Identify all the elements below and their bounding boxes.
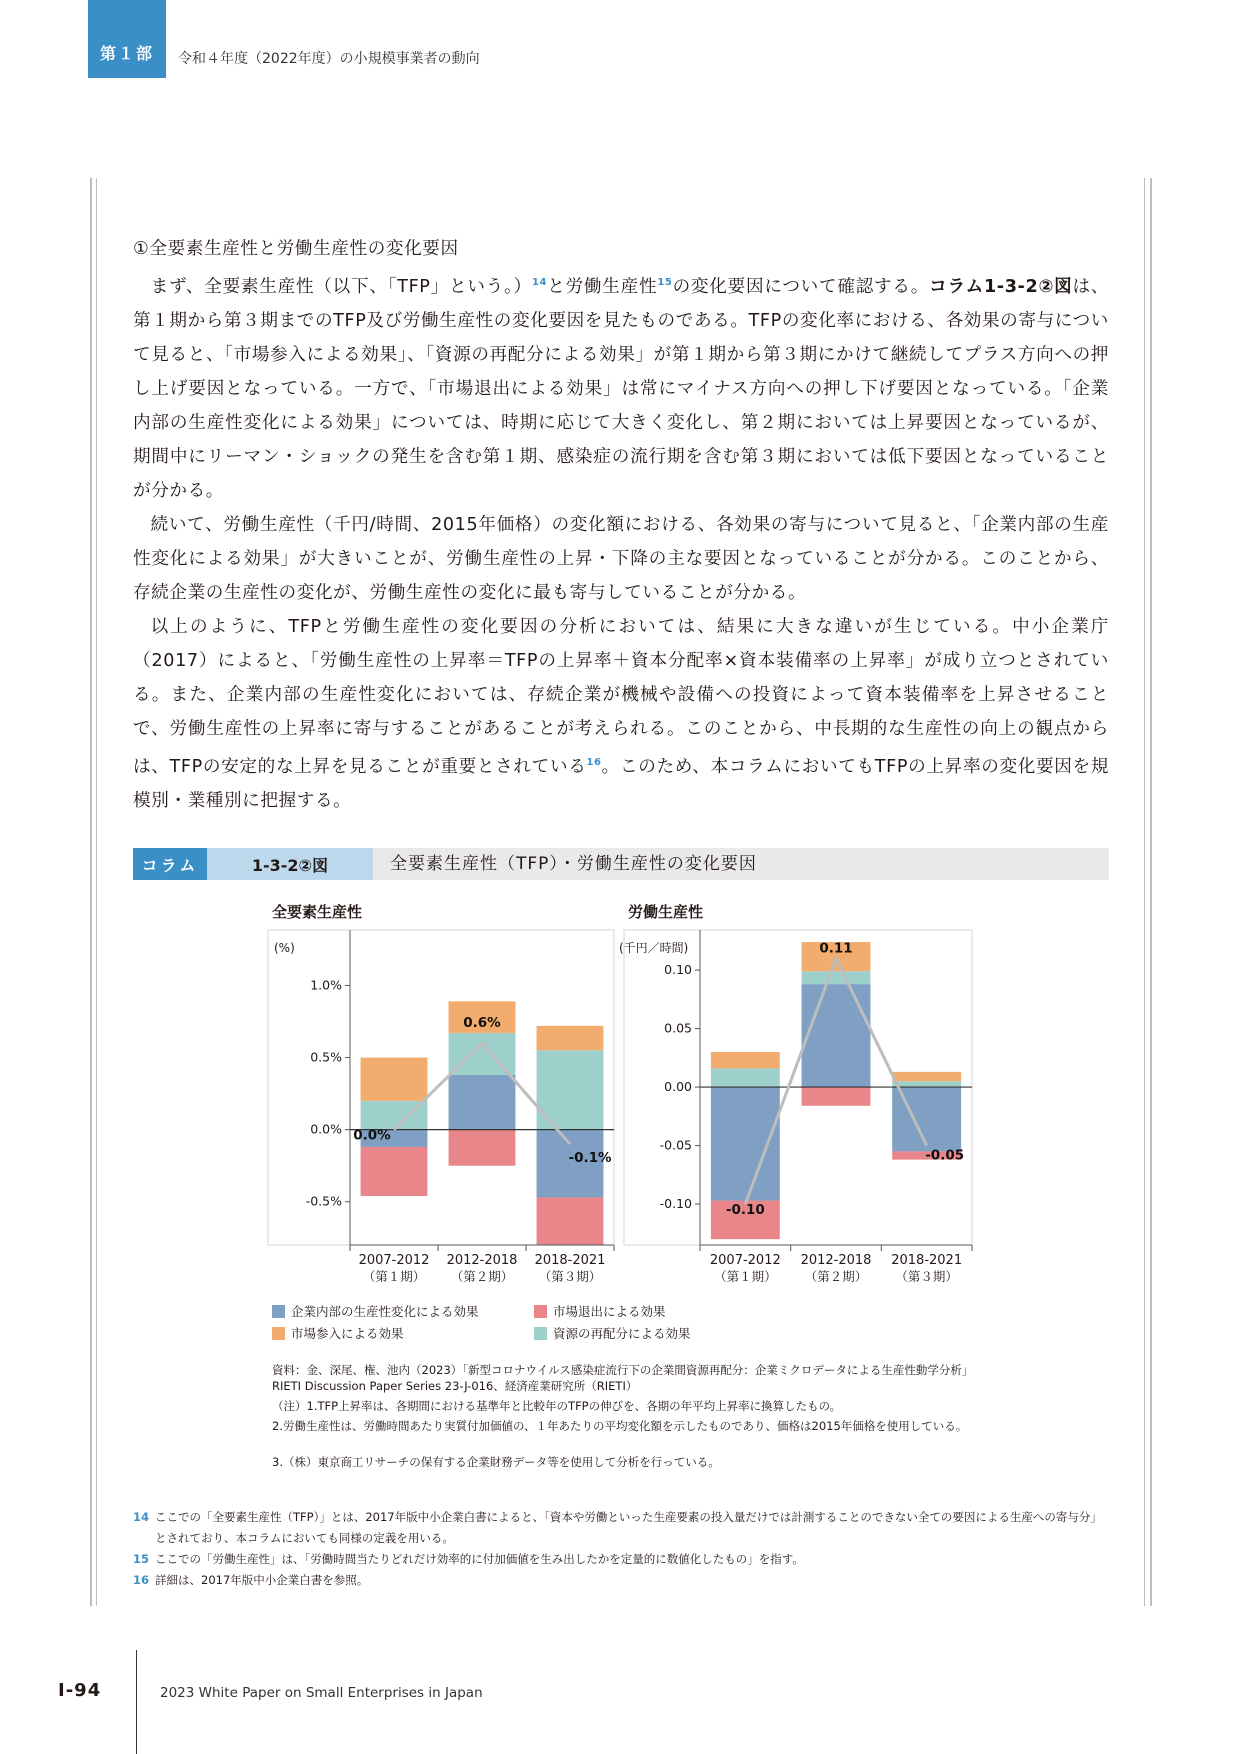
- chart-1-bar-entry-3: [537, 1026, 604, 1051]
- body-text: [133, 232, 1109, 818]
- chart-1-x-sublabel: （第３期）: [538, 1269, 602, 1284]
- chart-1-unit-label: (%): [274, 941, 295, 955]
- chart-1-title: 全要素生産性: [272, 903, 363, 921]
- legend-swatch: [272, 1327, 285, 1340]
- chart-2-bar-entry-3: [892, 1072, 961, 1081]
- legend-swatch: [534, 1305, 547, 1318]
- legend-item-exit: [534, 1302, 666, 1320]
- figure-tag: コラム: [133, 848, 207, 880]
- footnote-number: 14: [133, 1510, 150, 1524]
- chart-1-x-label: 2012-2018: [446, 1253, 518, 1268]
- chart-1-bar-entry-1: [361, 1058, 428, 1101]
- footnote-16: [133, 1570, 1109, 1591]
- chart-1-bar-exit-3: [537, 1197, 604, 1245]
- paragraph-2: 続いて、労働生産性（千円/時間、2015年価格）の変化額における、各効果の寄与について見ると、「企業内部の生産性変化による効果」が大きいことが、労働生産性の上昇・下降の主な要因となっていることが分かる。このことから、存続企業の生産性の変化が、労働生産性の変化に最も寄与していることが分かる。: [133, 514, 1110, 603]
- section-heading: ①全要素生産性と労働生産性の変化要因: [133, 239, 459, 259]
- note-2: 2.労働生産性は、労働時間あたり実質付加価値の、１年あたりの平均変化額を示したものであり、価格は2015年価格を使用している。: [272, 1419, 968, 1433]
- figure-charts: [0, 880, 1241, 1350]
- footnote-text: ここでの「全要素生産性（TFP）」とは、2017年版中小企業白書によると、「資本や労働といった生産要素の投入量だけでは計測することのできない全ての要因による生産への寄与分」とされており、本コラムにおいても同様の定義を用いる。: [155, 1510, 1102, 1545]
- chart-2-y-tick-label: 0.05: [664, 1020, 692, 1036]
- chart-2-bar-realloc-3: [892, 1081, 961, 1087]
- chart-2-bar-entry-1: [711, 1052, 780, 1068]
- footnote-14: [133, 1507, 1109, 1549]
- chart-1-x-sublabel: （第１期）: [362, 1269, 426, 1284]
- chart-1-total-label: -0.1%: [568, 1150, 612, 1167]
- p3-text-b: 。このため、本コラムにおいてもTFPの上昇率の変化要因を規模別・業種別に把握する。: [133, 756, 1109, 811]
- chart-1-y-tick-label: 0.0%: [310, 1121, 342, 1137]
- running-header-title: 令和４年度（2022年度）の小規模事業者の動向: [178, 51, 480, 67]
- chart-1-x-label: 2018-2021: [534, 1253, 606, 1268]
- chart-1-bar-internal-2: [449, 1075, 516, 1130]
- chart-2-bar-exit-2: [802, 1087, 871, 1106]
- legend-swatch: [272, 1305, 285, 1318]
- chart-2-title: 労働生産性: [628, 903, 704, 921]
- footnote-text: ここでの「労働生産性」は、「労働時間当たりどれだけ効率的に付加価値を生み出したかを定量的に数値化したもの」を指す。: [155, 1552, 804, 1566]
- legend-item-internal: [272, 1302, 479, 1320]
- legend-swatch: [534, 1327, 547, 1340]
- p1-text-d: は、第１期から第３期までのTFP及び労働生産性の変化要因を見たものである。TFPの変化率における、各効果の寄与について見ると、「市場参入による効果」、「資源の再配分による効果」が第１期から第３期にかけて継続してプラス方向への押し上げ要因となっている。一方で、「市場退出による効果」は常にマイナス方向への押し下げ要因となっている。「企業内部の生産性変化による効果」については、時期に応じて大きく変化し、第２期においては上昇要因となっているが、期間中にリーマン・ショックの発生を含む第１期、感染症の流行期を含む第３期においては低下要因となっていることが分かる。: [133, 276, 1109, 501]
- note-1: （注）1.TFP上昇率は、各期間における基準年と比較年のTFPの伸びを、各期の年平均上昇率に換算したもの。: [272, 1399, 842, 1413]
- chart-2-bar-internal-2: [802, 984, 871, 1087]
- chart-2-bar-realloc-1: [711, 1068, 780, 1087]
- chart-2-x-label: 2007-2012: [709, 1253, 781, 1268]
- legend-label: 市場退出による効果: [553, 1304, 666, 1319]
- chart-2-total-label: -0.05: [925, 1147, 965, 1164]
- chart-2-x-sublabel: （第２期）: [804, 1269, 868, 1284]
- chart-1-y-tick-label: 1.0%: [310, 977, 342, 993]
- footer-rule: [136, 1650, 137, 1754]
- part-badge: 第１部: [88, 0, 166, 78]
- legend-item-realloc: [534, 1324, 691, 1342]
- chart-1-bar-exit-2: [449, 1130, 516, 1166]
- footnote-15: [133, 1549, 1109, 1570]
- publication-title: 2023 White Paper on Small Enterprises in Japan: [160, 1685, 483, 1701]
- paragraph-1: [133, 266, 1109, 508]
- chart-2-x-sublabel: （第３期）: [895, 1269, 958, 1284]
- chart-1-x-label: 2007-2012: [358, 1253, 430, 1268]
- chart-2-y-tick-label: 0.00: [664, 1079, 692, 1095]
- chart-1-y-tick-label: 0.5%: [310, 1049, 342, 1065]
- footnote-ref-16[interactable]: 16: [586, 756, 602, 768]
- chart-2-bar-realloc-2: [802, 971, 871, 984]
- p1-text-a: まず、全要素生産性（以下、「TFP」という。）: [150, 276, 532, 297]
- p3-text-a: 以上のように、TFPと労働生産性の変化要因の分析においては、結果に大きな違いが生じている。中小企業庁（2017）によると、「労働生産性の上昇率＝TFPの上昇率＋資本分配率×資本装備率の上昇率」が成り立つとされている。また、企業内部の生産性変化においては、存続企業が機械や設備への投資によって資本装備率を上昇させることで、労働生産性の上昇率に寄与することがあることが考えられる。このことから、中長期的な生産性の向上の観点からは、TFPの安定的な上昇を見ることが重要とされている: [133, 616, 1109, 777]
- footnote-text: 詳細は、2017年版中小企業白書を参照。: [155, 1573, 369, 1587]
- chart-2-x-label: 2018-2021: [891, 1253, 963, 1268]
- footnote-ref-14[interactable]: 14: [531, 277, 548, 288]
- chart-2-x-label: 2012-2018: [800, 1253, 872, 1268]
- page-number: Ⅰ-94: [58, 1680, 102, 1701]
- footnote-ref-15[interactable]: 15: [657, 277, 673, 288]
- chart-2-unit-label: (千円／時間): [619, 941, 689, 955]
- chart-2-y-tick-label: 0.10: [664, 962, 692, 978]
- figure-title: 全要素生産性（TFP）・労働生産性の変化要因: [390, 854, 757, 874]
- chart-2-total-label: 0.11: [819, 940, 853, 957]
- chart-2-x-sublabel: （第１期）: [714, 1269, 777, 1284]
- footnote-number: 16: [133, 1573, 150, 1587]
- chart-1-x-sublabel: （第２期）: [450, 1269, 514, 1284]
- chart-1-bar-exit-1: [361, 1147, 428, 1196]
- chart-1-total-label: 0.6%: [463, 1015, 501, 1032]
- chart-2-y-tick-label: -0.10: [659, 1196, 692, 1212]
- note-3: 3.（株）東京商工リサーチの保有する企業財務データ等を使用して分析を行っている。: [272, 1455, 720, 1469]
- chart-1-total-label: 0.0%: [353, 1127, 391, 1144]
- figure-reference: コラム1-3-2②図: [929, 276, 1073, 297]
- chart-2-y-tick-label: -0.05: [659, 1137, 692, 1153]
- chart-2-total-label: -0.10: [725, 1202, 765, 1219]
- paragraph-3: [133, 610, 1109, 818]
- footnotes: [133, 1507, 1109, 1591]
- legend-label: 企業内部の生産性変化による効果: [291, 1304, 479, 1319]
- legend-label: 市場参入による効果: [291, 1326, 404, 1341]
- source-text: 資料：金、深尾、権、池内（2023）「新型コロナウイルス感染症流行下の企業間資源再配分：企業ミクロデータによる生産性動学分析」RIETI Discussion Paper Series 23-J-016、経済産業研究所（RIETI）: [272, 1363, 974, 1393]
- p1-text-c: の変化要因について確認する。: [672, 276, 930, 297]
- p1-text-b: と労働生産性: [547, 276, 658, 297]
- chart-legend: [272, 1302, 792, 1346]
- figure-number: 1-3-2②図: [207, 848, 373, 880]
- legend-item-entry: [272, 1324, 404, 1342]
- chart-2-bar-internal-1: [711, 1087, 780, 1200]
- footnote-number: 15: [133, 1552, 150, 1566]
- legend-label: 資源の再配分による効果: [553, 1326, 691, 1341]
- chart-1-y-tick-label: -0.5%: [305, 1193, 342, 1209]
